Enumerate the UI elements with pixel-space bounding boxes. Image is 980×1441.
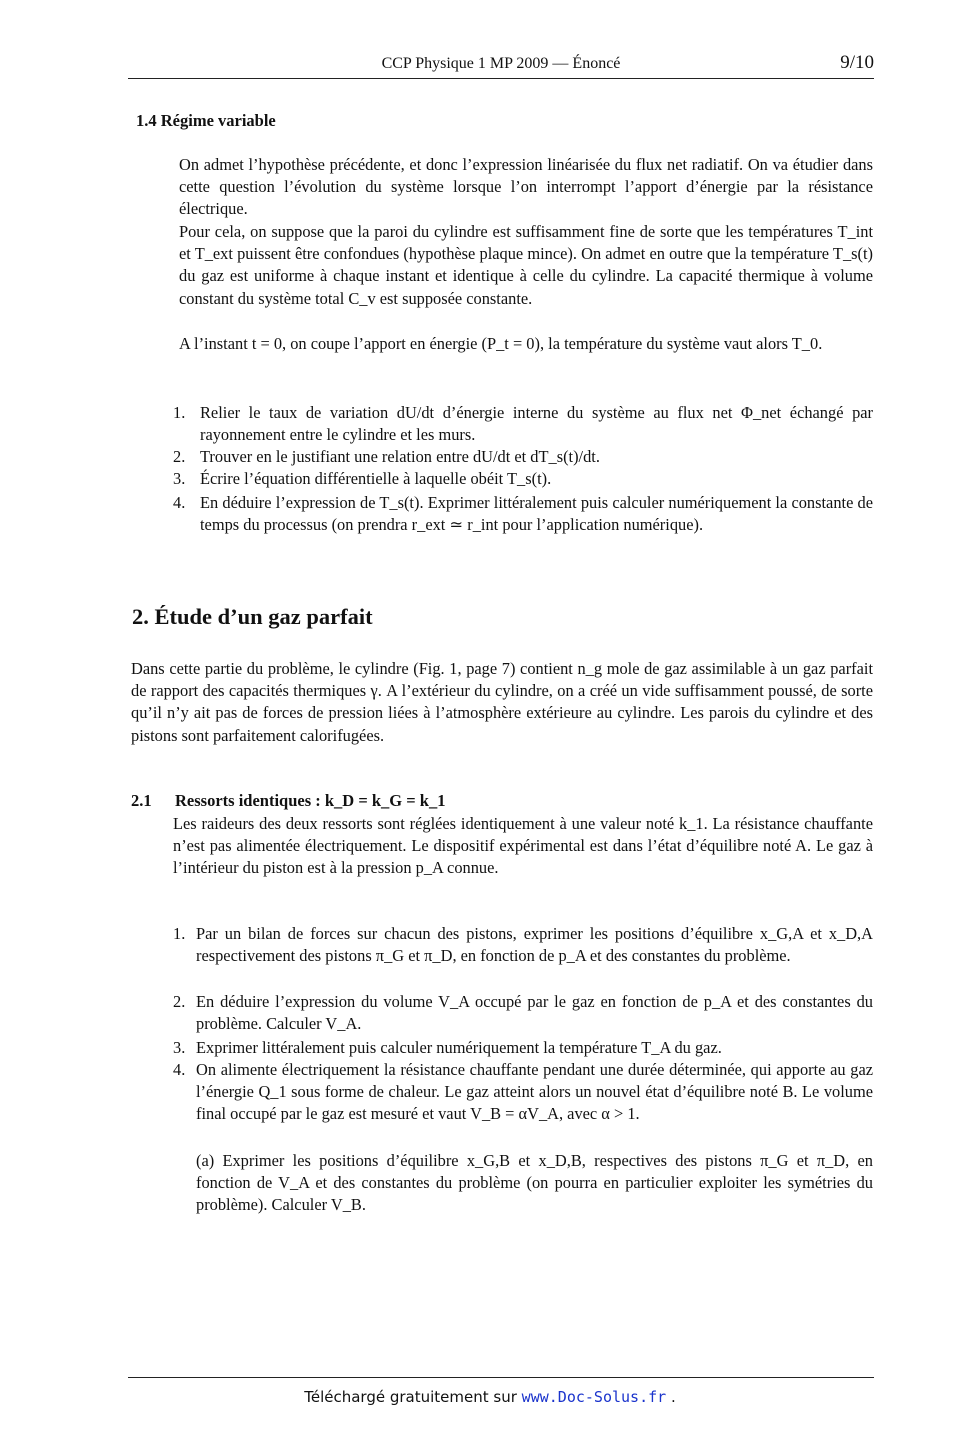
question-2-1-4: 4. On alimente électriquement la résistance chauffante pendant une durée déterminée, qui apporte au gaz l’énergie Q_1 sous forme de chaleur. Le gaz atteint alors un nouvel état d’équilibre noté B. Le volume final occupé par le gaz est mesuré et vaut V_B = αV_A, avec α > 1. [173,1060,873,1124]
footer-text: Téléchargé gratuitement sur [304,1388,517,1406]
question-1-4-1: 1. Relier le taux de variation dU/dt d’énergie interne du système au flux net Φ_net échangé par rayonnement entre le cylindre et les murs. [173,403,873,445]
section-1-4-p2: Pour cela, on suppose que la paroi du cylindre est suffisamment fine de sorte que les températures T_int et T_ext puissent être confondues (hypothèse plaque mince). On admet en outre que la température T_s(t) du gaz est uniforme à chaque instant et identique à celle du cylindre. La capacité thermique à volume constant du système total C_v est supposée constante. [179,222,873,308]
footer-suffix: . [670,1388,676,1406]
page-number: 9/10 [840,52,874,73]
page-footer [0,1388,980,1406]
question-2-1-1: 1. Par un bilan de forces sur chacun des pistons, exprimer les positions d’équilibre x_G,A et x_D,A respectivement des pistons π_G et π_D, en fonction de p_A et des constantes du problème. [173,924,873,966]
footer-link[interactable]: www.Doc-Solus.fr [521,1388,667,1406]
question-2-1-3: 3. Exprimer littéralement puis calculer numériquement la température T_A du gaz. [173,1038,722,1057]
subsection-2-1-heading: Ressorts identiques : k_D = k_G = k_1 [175,791,446,810]
question-2-1-4-a: (a) Exprimer les positions d’équilibre x_G,B et x_D,B, respectives des pistons π_G et π_D, en fonction de V_A et des constantes du problème (on pourra en particulier exploiter les symétries du problème). Calculer V_B. [196,1151,873,1215]
subsection-2-1-number: 2.1 [131,791,152,810]
section-1-4-p3: A l’instant t = 0, on coupe l’apport en énergie (P_t = 0), la température du système vaut alors T_0. [179,334,823,353]
footer-rule [128,1377,874,1378]
section-1-4-heading: 1.4 Régime variable [136,111,276,130]
subsection-2-1-text: Les raideurs des deux ressorts sont réglées identiquement à une valeur noté k_1. La résistance chauffante n’est pas alimentée électriquement. Le dispositif expérimental est dans l’état d’équilibre noté A. Le gaz à l’intérieur du piston est à la pression p_A connue. [173,814,873,878]
section-2-intro: Dans cette partie du problème, le cylindre (Fig. 1, page 7) contient n_g mole de gaz assimilable à un gaz parfait de rapport des capacités thermiques γ. A l’extérieur du cylindre, on a créé un vide suffisamment poussé, de sorte qu’il n’y ait pas de forces de pression liées à l’atmosphère extérieure au cylindre. Les parois du cylindre et des pistons sont parfaitement calorifugées. [131,659,873,745]
section-2-heading: 2. Étude d’un gaz parfait [132,604,373,629]
question-2-1-2: 2. En déduire l’expression du volume V_A occupé par le gaz en fonction de p_A et des constantes du problème. Calculer V_A. [173,992,873,1034]
question-1-4-3: 3. Écrire l’équation différentielle à laquelle obéit T_s(t). [173,469,552,488]
question-1-4-4: 4. En déduire l’expression de T_s(t). Exprimer littéralement puis calculer numériquement la constante de temps du processus (on prendra r_ext ≃ r_int pour l’application numérique). [173,493,873,535]
section-1-4-p1: On admet l’hypothèse précédente, et donc l’expression linéarisée du flux net radiatif. On va étudier dans cette question l’évolution du système lorsque l’on interrompt l’apport d’énergie par la résistance électrique. [179,155,873,219]
header-title: CCP Physique 1 MP 2009 — Énoncé [381,55,621,72]
page-header [128,52,874,79]
question-1-4-2: 2. Trouver en le justifiant une relation entre dU/dt et dT_s(t)/dt. [173,447,600,466]
